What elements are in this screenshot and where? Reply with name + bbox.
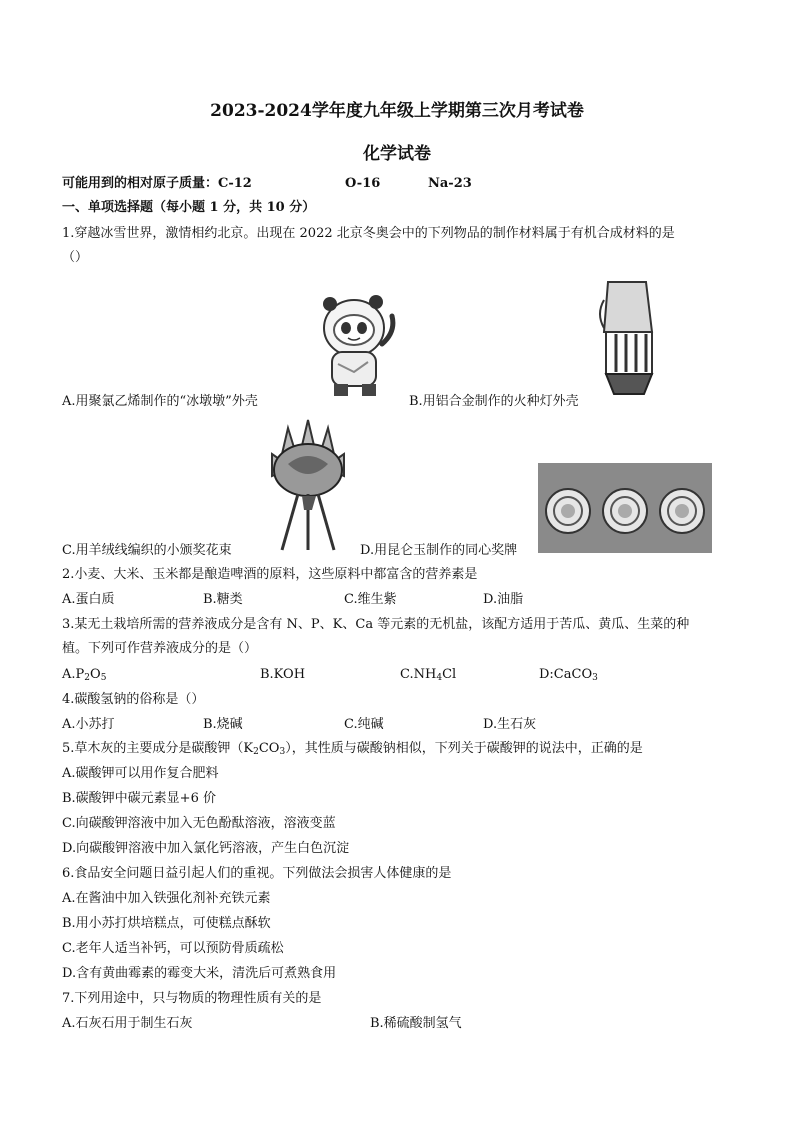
question-6-option-a: A.在酱油中加入铁强化剂补充铁元素 — [62, 891, 271, 906]
question-3-option-b: B.KOH — [260, 667, 306, 682]
question-4-option-b: B.烧碱 — [203, 717, 243, 732]
question-5-option-b: B.碳酸钾中碳元素显+6 价 — [62, 791, 216, 806]
atomic-mass-label: 可能用到的相对原子质量：C-12 — [62, 176, 252, 191]
question-1-option-a: A.用聚氯乙烯制作的“冰墩墩”外壳 — [62, 394, 258, 409]
question-4-stem: 4.碳酸氢钠的俗称是（） — [62, 692, 205, 707]
question-4-option-a: A.小苏打 — [62, 717, 115, 732]
question-1-option-c: C.用羊绒线编织的小颁奖花束 — [62, 543, 232, 558]
question-6-option-c: C.老年人适当补钙，可以预防骨质疏松 — [62, 941, 284, 956]
question-1-option-d: D.用昆仑玉制作的同心奖牌 — [360, 543, 518, 558]
question-1-stem-cont: （） — [62, 250, 89, 265]
question-6-option-d: D.含有黄曲霉素的霉变大米，清洗后可煮熟食用 — [62, 966, 337, 981]
question-3-option-c: $C.NH_4Cl$ — [400, 667, 457, 683]
question-1-option-b: B.用铝合金制作的火种灯外壳 — [409, 394, 579, 409]
question-7-option-a: A.石灰石用于制生石灰 — [62, 1016, 193, 1031]
atomic-mass-o: O-16 — [345, 176, 381, 191]
question-5-option-c: C.向碳酸钾溶液中加入无色酚酞溶液，溶液变蓝 — [62, 816, 336, 831]
section-heading: 一、单项选择题（每小题 1 分，共 10 分） — [62, 200, 316, 215]
question-5-option-d: D.向碳酸钾溶液中加入氯化钙溶液，产生白色沉淀 — [62, 841, 350, 856]
question-6-stem: 6.食品安全问题日益引起人们的重视。下列做法会损害人体健康的是 — [62, 866, 452, 881]
question-7-stem: 7.下列用途中，只与物质的物理性质有关的是 — [62, 991, 322, 1006]
question-5-option-a: A.碳酸钾可以用作复合肥料 — [62, 766, 219, 781]
question-3-stem: 3.某无土栽培所需的营养液成分是含有 N、P、K、Ca 等元素的无机盐，该配方适用于苦瓜、黄瓜、生菜的种 — [62, 617, 690, 632]
mascot-image — [308, 292, 404, 400]
atomic-mass-na: Na-23 — [428, 176, 472, 191]
question-3-stem-cont: 植。下列可作营养液成分的是（） — [62, 641, 258, 656]
question-3-option-d: D:CaCO$_3$ — [539, 667, 598, 683]
torch-lamp-image — [596, 276, 662, 404]
question-7-option-b: B.稀硫酸制氢气 — [370, 1016, 462, 1031]
exam-title: 2023-2024学年度九年级上学期第三次月考试卷 — [210, 101, 584, 121]
exam-subtitle: 化学试卷 — [363, 144, 431, 164]
question-5-stem: 5.草木灰的主要成分是碳酸钾$(K_2CO_3)$，其性质与碳酸钠相似，下列关于碳酸钾的说法中，正确的是 — [62, 741, 643, 757]
medals-image — [538, 463, 712, 553]
question-2-stem: 2.小麦、大米、玉米都是酿造啤酒的原料，这些原料中都富含的营养素是 — [62, 567, 478, 582]
question-2-option-a: A.蛋白质 — [62, 592, 115, 607]
question-2-option-c: C.维生紫 — [344, 592, 397, 607]
question-3-option-a: $A.P_2O_5$ — [62, 667, 107, 683]
question-2-option-b: B.糖类 — [203, 592, 243, 607]
question-4-option-d: D.生石灰 — [483, 717, 537, 732]
question-6-option-b: B.用小苏打烘培糕点，可使糕点酥软 — [62, 916, 271, 931]
question-4-option-c: C.纯碱 — [344, 717, 384, 732]
bouquet-image — [258, 414, 358, 554]
question-1-stem: 1.穿越冰雪世界，激情相约北京。出现在 2022 北京冬奥会中的下列物品的制作材料属于有机合成材料的是 — [62, 226, 675, 241]
question-2-option-d: D.油脂 — [483, 592, 524, 607]
